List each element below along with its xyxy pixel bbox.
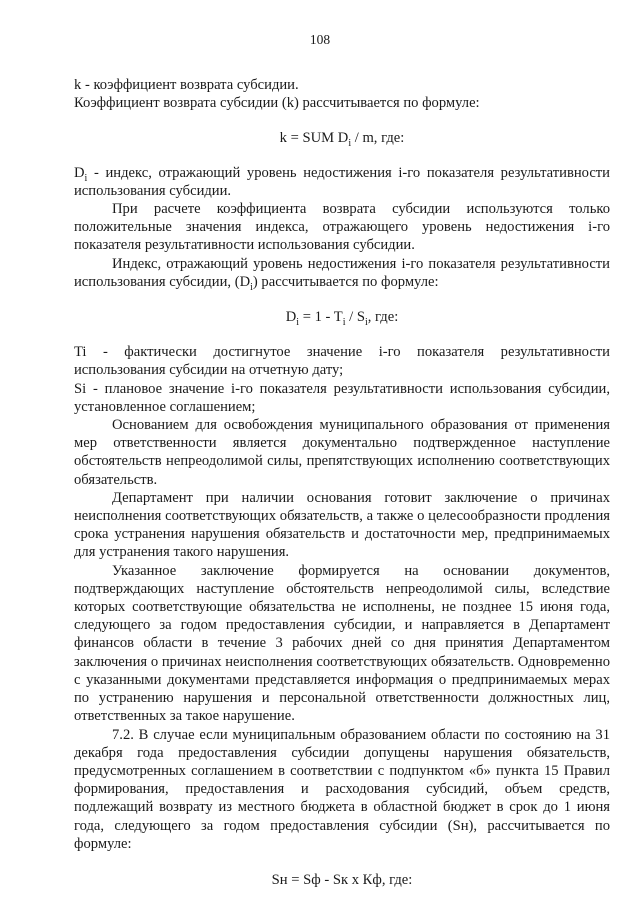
di-def-part2: - индекс, отражающий уровень недостижения i-го показателя результативности использования субсидии. <box>74 164 610 199</box>
formula-d-part2: = 1 - T <box>299 309 343 326</box>
conclusion-paragraph: Указанное заключение формируется на основании документов, подтверждающих наступление обстоятельств непреодолимой силы, вследствие которых соответствующие обязательства не исполнены, не позднее 15 июня года, следующего за годом предоставления субсидии, и направляется в Департамент финансов области в течение 3 рабочих дней со дня принятия Департаментом заключения о причинах неисполнения соответствующих обязательств. Одновременно с указанными документами представляется информация о предпринимаемых мерах по устранению нарушения и персональной ответственности должностных лиц, ответственных за такое нарушение. <box>74 562 610 725</box>
di-def-part1: D <box>74 164 85 181</box>
formula-sn: Sн = Sф - Sк х Кф, где: <box>271 871 413 888</box>
formula-d-part3: / S <box>345 309 365 326</box>
formula-d-part1: D <box>285 309 297 326</box>
formula-d-sub1: i <box>296 316 300 328</box>
k-definition: k - коэффициент возврата субсидии. <box>74 77 299 93</box>
formula-k <box>74 129 610 150</box>
formula-k-sub: i <box>348 138 352 150</box>
di-formula-intro <box>74 255 610 291</box>
formula-d-sub2: i <box>342 316 346 328</box>
department-paragraph: Департамент при наличии основания готовит заключение о причинах неисполнения соответствующих обязательств, а также о целесообразности продления срока устранения нарушения обязательств и достаточности мер, предпринимаемых для устранения такого нарушения. <box>74 489 610 561</box>
text-column <box>74 76 610 889</box>
formula-di <box>74 308 610 326</box>
di-definition <box>74 164 610 200</box>
k-formula-intro: Коэффициент возврата субсидии (k) рассчитывается по формуле: <box>74 95 480 112</box>
page-number: 108 <box>309 32 331 47</box>
exemption-paragraph: Основанием для освобождения муниципального образования от применения мер ответственности является документально подтвержденное наступление обстоятельств непреодолимой силы, препятствующих исполнению соответствующих обязательств. <box>74 417 610 488</box>
formula-k-part1: k = SUM D <box>279 130 349 147</box>
formula-d-sub3: i <box>364 316 368 328</box>
formula-d-part4: , где: <box>367 309 399 326</box>
formula-k-part2: / m, где: <box>351 130 405 147</box>
item-7-2-paragraph: 7.2. В случае если муниципальным образованием области по состоянию на 31 декабря года предоставления субсидии допущены нарушения обязательств, предусмотренных соглашением в соответствии с подпунктом «б» пункта 15 Правил формирования, предоставления и расходования субсидий, объем средств, подлежащий возврату из местного бюджета в областной бюджет в срок до 1 июня года, следующего за годом предоставления субсидии (Sн), рассчитывается по формуле: <box>74 726 610 852</box>
si-definition: Si - плановое значение i-го показателя результативности использования субсидии, установленное соглашением; <box>74 380 610 415</box>
di-intro-part1: Индекс, отражающий уровень недостижения i-го показателя результативности использования субсидии, (D <box>74 255 610 290</box>
di-intro-sub: i <box>250 281 253 293</box>
positive-values-paragraph: При расчете коэффициента возврата субсидии используются только положительные значения индекса, отражающего уровень недостижения i-го показателя результативности использования субсидии. <box>74 201 610 254</box>
di-intro-part2: ) рассчитывается по формуле: <box>252 273 439 290</box>
ti-definition: Ti - фактически достигнутое значение i-го показателя результативности использования субсидии на отчетную дату; <box>74 344 610 379</box>
di-def-sub: i <box>84 172 88 184</box>
